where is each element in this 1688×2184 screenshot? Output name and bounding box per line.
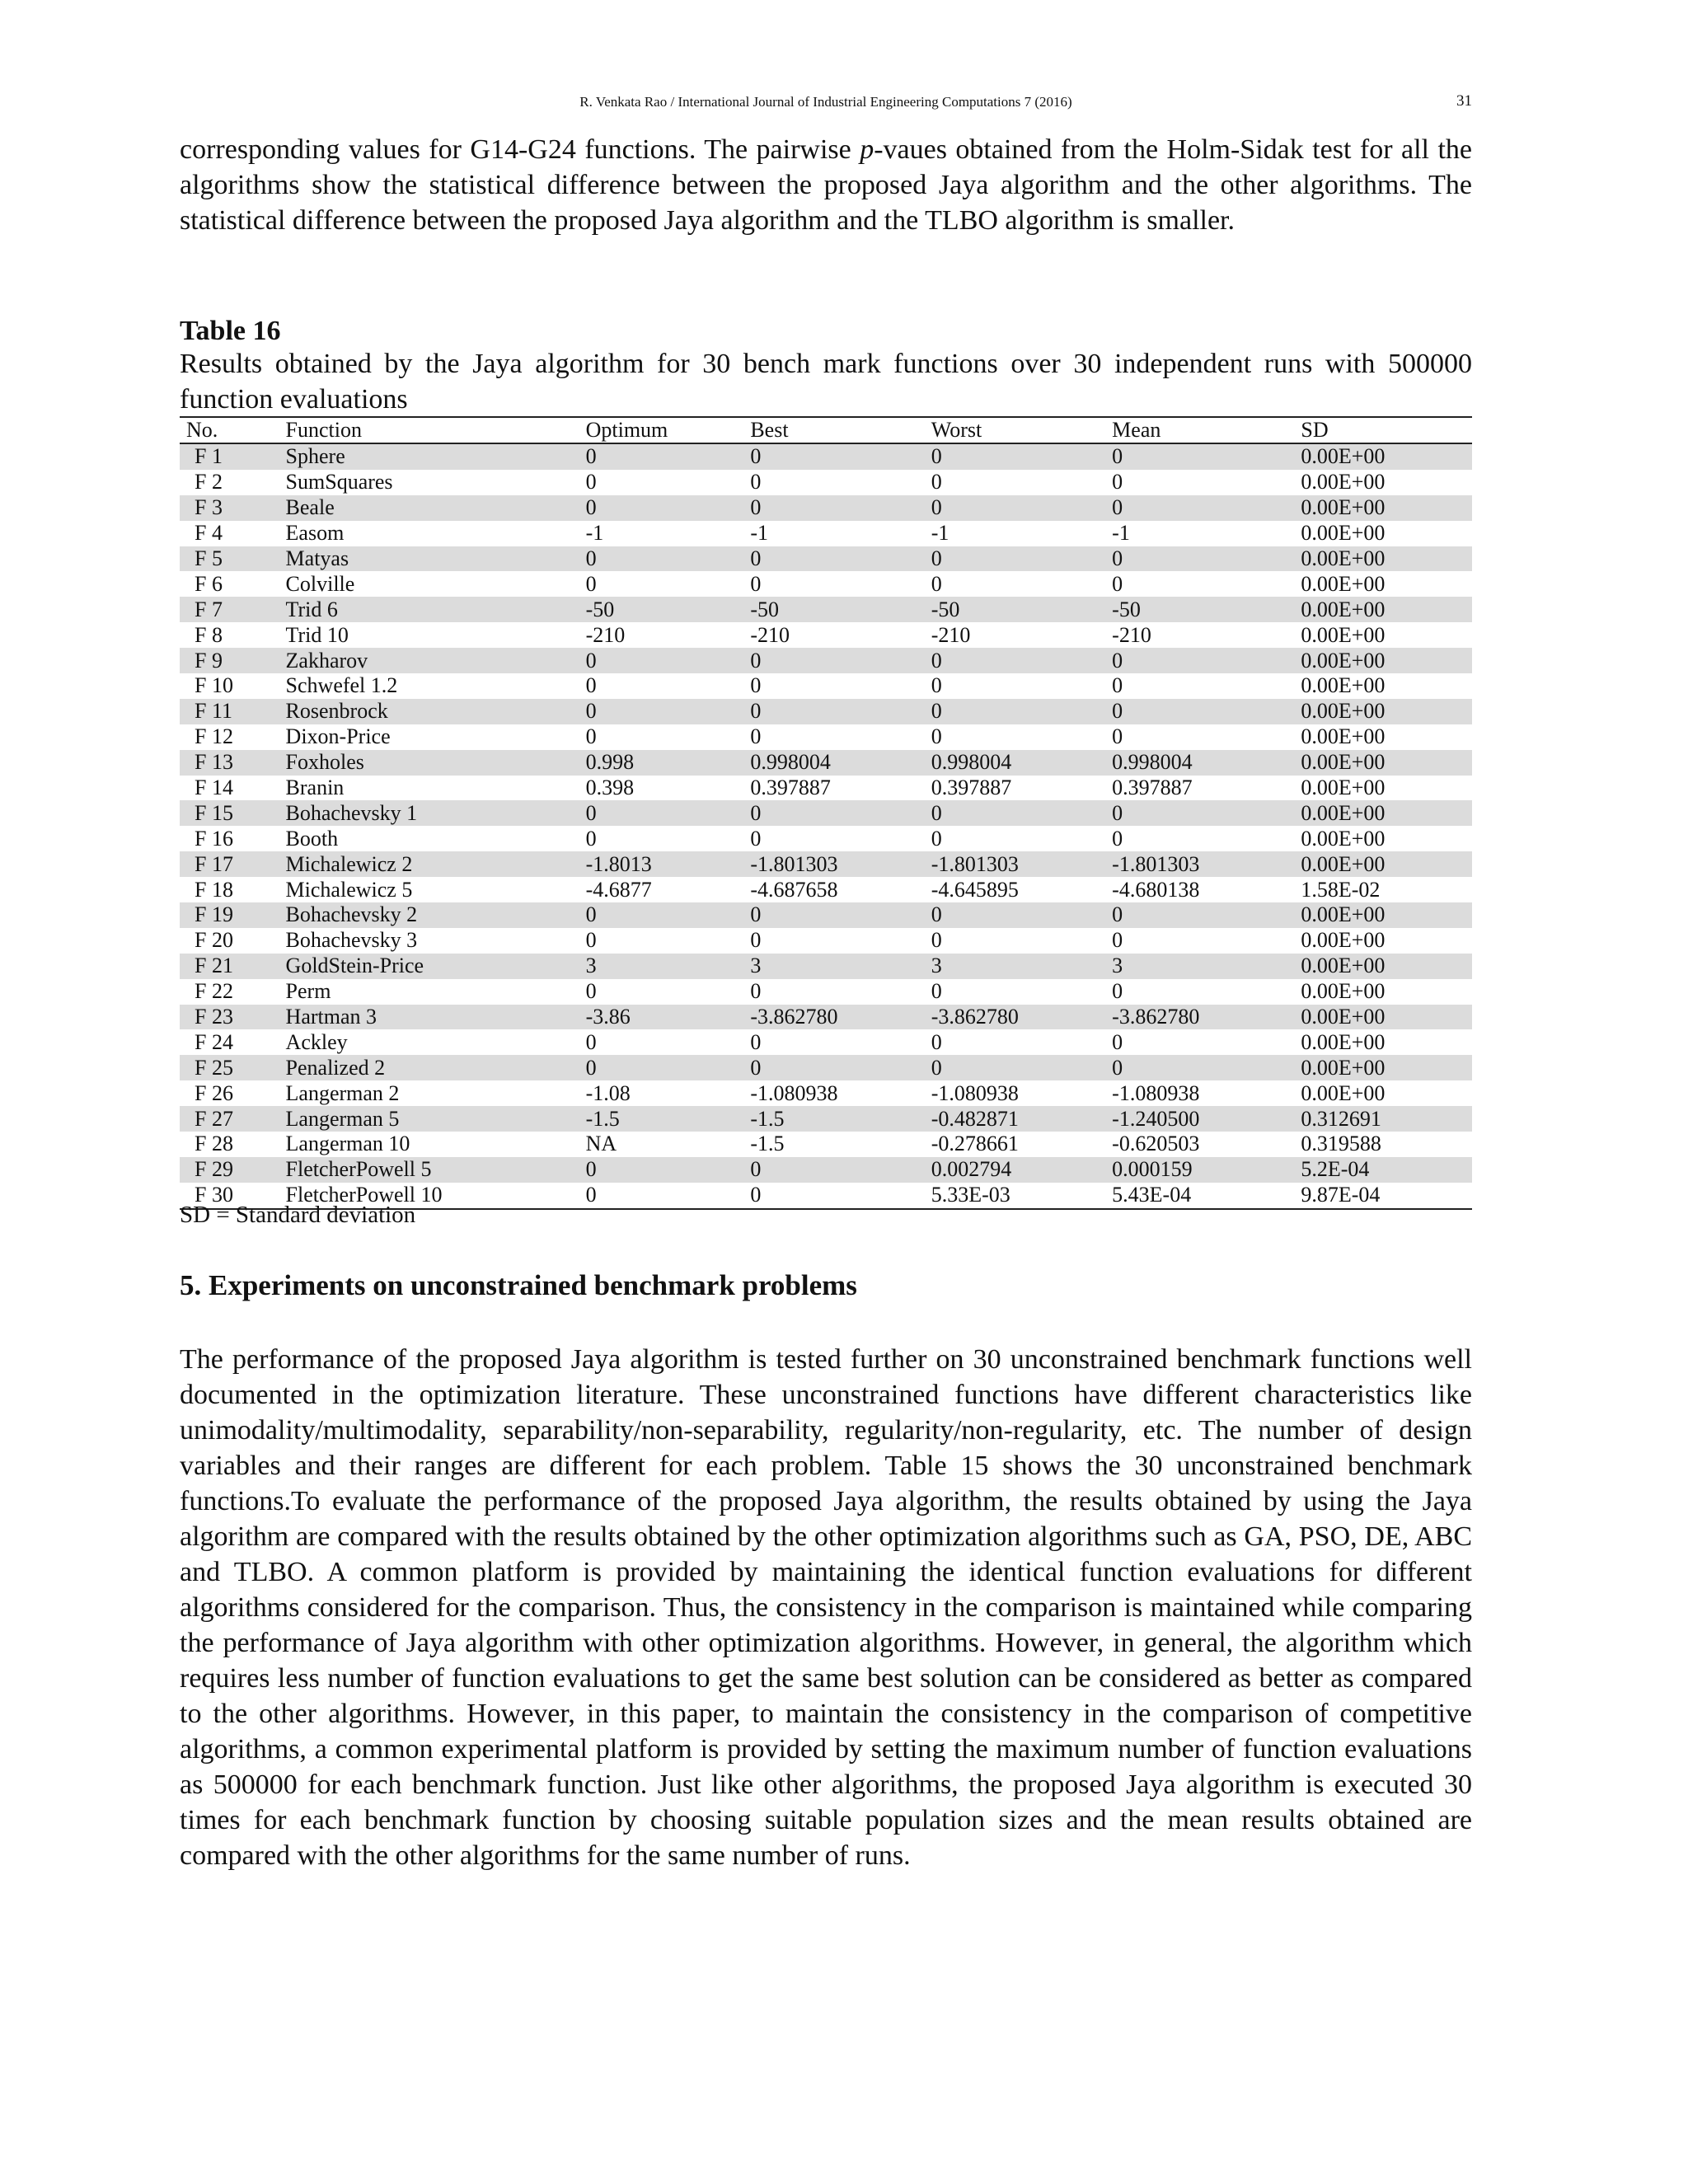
- cell-optimum: 0: [585, 979, 597, 1004]
- cell-best: 0.397887: [750, 776, 831, 800]
- table-row: [180, 443, 1472, 470]
- cell-mean: 3: [1112, 954, 1301, 979]
- table-row: [180, 928, 1472, 954]
- table-row: [180, 1005, 1472, 1030]
- cell-best: -1.5: [750, 1106, 931, 1132]
- cell-no: F 13: [180, 750, 286, 776]
- cell-best: 0: [750, 699, 931, 724]
- cell-no: F 22: [195, 979, 233, 1004]
- cell-function: Langerman 5: [286, 1106, 586, 1132]
- cell-sd: 9.87E-04: [1301, 1183, 1472, 1209]
- cell-mean: 0: [1112, 902, 1301, 928]
- cell-optimum: -50: [586, 597, 751, 622]
- cell-best: 0: [750, 571, 762, 596]
- cell-best: 0: [750, 546, 931, 572]
- cell-no: F 30: [180, 1183, 286, 1209]
- cell-sd: 0.312691: [1301, 1106, 1472, 1132]
- cell-function: Branin: [285, 776, 345, 800]
- cell-sd: 0.00E+00: [1301, 622, 1386, 647]
- cell-function: FletcherPowell 10: [286, 1183, 586, 1209]
- cell-function: Ackley: [285, 1029, 348, 1054]
- cell-no: F 6: [195, 571, 223, 596]
- cell-function: GoldStein-Price: [286, 954, 586, 979]
- cell-no: F 16: [195, 826, 233, 851]
- cell-mean: 0: [1112, 699, 1301, 724]
- cell-optimum: 0: [586, 1183, 751, 1209]
- cell-sd: 0.00E+00: [1301, 495, 1472, 521]
- cell-mean: 0: [1112, 470, 1123, 494]
- table-row: [180, 1132, 1472, 1157]
- cell-no: F 8: [195, 622, 223, 647]
- cell-best: 0: [750, 902, 931, 928]
- cell-mean: -1.801303: [1112, 851, 1301, 877]
- cell-optimum: -1: [585, 521, 604, 546]
- cell-worst: 0: [931, 648, 1112, 673]
- cell-sd: 0.00E+00: [1301, 546, 1472, 572]
- cell-worst: 0: [931, 443, 1112, 470]
- cell-no: F 1: [180, 443, 286, 470]
- cell-function: Perm: [285, 979, 331, 1004]
- cell-no: F 17: [180, 851, 286, 877]
- cell-worst: 0: [931, 724, 942, 749]
- cell-optimum: 0: [585, 673, 597, 698]
- cell-optimum: 0: [585, 1029, 597, 1054]
- table-row: [180, 648, 1472, 673]
- cell-function: Bohachevsky 2: [286, 902, 586, 928]
- table-row: [180, 673, 1472, 699]
- cell-mean: -0.620503: [1112, 1132, 1200, 1156]
- cell-sd: 0.00E+00: [1301, 470, 1386, 494]
- cell-function: SumSquares: [285, 470, 393, 494]
- cell-function: Trid 10: [285, 622, 349, 647]
- cell-optimum: NA: [585, 1132, 617, 1156]
- table-row: [180, 699, 1472, 724]
- cell-mean: 0: [1112, 1055, 1301, 1080]
- cell-optimum: 0: [586, 1055, 751, 1080]
- cell-function: Penalized 2: [286, 1055, 586, 1080]
- cell-best: 0: [750, 495, 931, 521]
- cell-worst: 0: [931, 673, 942, 698]
- cell-optimum: -3.86: [586, 1005, 751, 1030]
- cell-worst: -1.080938: [931, 1080, 1019, 1105]
- cell-sd: 0.319588: [1301, 1132, 1381, 1156]
- cell-no: F 21: [180, 954, 286, 979]
- cell-mean: -1: [1112, 521, 1130, 546]
- table-row: [180, 1080, 1472, 1106]
- cell-optimum: 0: [585, 826, 597, 851]
- cell-no: F 19: [180, 902, 286, 928]
- cell-no: F 2: [195, 470, 223, 494]
- cell-worst: 0: [931, 902, 1112, 928]
- cell-worst: 0: [931, 928, 942, 953]
- cell-function: Booth: [285, 826, 339, 851]
- cell-best: 0: [750, 1183, 931, 1209]
- cell-no: F 3: [180, 495, 286, 521]
- cell-no: F 23: [180, 1005, 286, 1030]
- table-row: [180, 954, 1472, 979]
- cell-mean: -1.080938: [1112, 1080, 1200, 1105]
- cell-no: F 10: [195, 673, 233, 698]
- table-caption: Results obtained by the Jaya algorithm for 30 bench mark functions over 30 independent runs with 500000 function evaluations: [180, 349, 1472, 415]
- table-row: [180, 979, 1472, 1005]
- running-title: R. Venkata Rao / International Journal of Industrial Engineering Computations 7 (2016): [579, 94, 1072, 110]
- table-row: [180, 495, 1472, 521]
- cell-best: 0: [750, 800, 931, 826]
- cell-no: F 14: [195, 776, 233, 800]
- cell-mean: 0: [1112, 826, 1123, 851]
- cell-optimum: 0: [585, 928, 597, 953]
- cell-no: F 18: [195, 877, 233, 902]
- cell-function: Michalewicz 2: [286, 851, 586, 877]
- cell-sd: 0.00E+00: [1301, 521, 1386, 546]
- cell-best: 0: [750, 1029, 762, 1054]
- cell-no: F 20: [195, 928, 233, 953]
- cell-function: Langerman 10: [285, 1132, 410, 1156]
- cell-sd: 0.00E+00: [1301, 800, 1472, 826]
- col-header-worst: Worst: [931, 417, 1112, 443]
- cell-no: F 25: [180, 1055, 286, 1080]
- cell-sd: 0.00E+00: [1301, 571, 1386, 596]
- cell-function: Dixon-Price: [285, 724, 391, 749]
- cell-best: 0: [750, 928, 762, 953]
- cell-sd: 0.00E+00: [1301, 648, 1472, 673]
- cell-optimum: -4.6877: [585, 877, 652, 902]
- table-row: [180, 750, 1472, 776]
- cell-mean: 0: [1112, 800, 1301, 826]
- col-header-sd: SD: [1301, 417, 1472, 443]
- cell-mean: 5.43E-04: [1112, 1183, 1301, 1209]
- cell-worst: 0.998004: [931, 750, 1112, 776]
- table-row: [180, 902, 1472, 928]
- cell-optimum: 0: [586, 1157, 751, 1183]
- cell-no: F 15: [180, 800, 286, 826]
- cell-optimum: 0: [586, 800, 751, 826]
- intro-text-1: corresponding values for G14-G24 functions. The pairwise: [180, 134, 860, 165]
- cell-best: 0: [750, 979, 762, 1004]
- col-header-mean: Mean: [1112, 417, 1301, 443]
- cell-mean: 0.998004: [1112, 750, 1301, 776]
- cell-sd: 0.00E+00: [1301, 851, 1472, 877]
- cell-mean: -1.240500: [1112, 1106, 1301, 1132]
- table-row: [180, 597, 1472, 622]
- cell-worst: 0: [931, 826, 942, 851]
- table-row: [180, 877, 1472, 902]
- cell-worst: -50: [931, 597, 1112, 622]
- section-heading: 5. Experiments on unconstrained benchmark problems: [180, 1269, 857, 1301]
- cell-best: -3.862780: [750, 1005, 931, 1030]
- cell-worst: 0: [931, 470, 942, 494]
- col-header-function: Function: [286, 417, 586, 443]
- cell-worst: 0: [931, 1029, 942, 1054]
- cell-sd: 0.00E+00: [1301, 776, 1386, 800]
- cell-worst: 0: [931, 546, 1112, 572]
- cell-best: 0: [750, 673, 762, 698]
- cell-optimum: 0: [586, 699, 751, 724]
- cell-optimum: 0.398: [585, 776, 635, 800]
- cell-no: F 11: [180, 699, 286, 724]
- cell-mean: 0: [1112, 673, 1123, 698]
- cell-best: -50: [750, 597, 931, 622]
- col-header-no: No.: [180, 417, 286, 443]
- cell-worst: 0: [931, 979, 942, 1004]
- cell-sd: 0.00E+00: [1301, 826, 1386, 851]
- table-title: Table 16: [180, 316, 281, 346]
- running-header: [180, 92, 1472, 117]
- cell-sd: 0.00E+00: [1301, 1029, 1386, 1054]
- cell-optimum: 0: [585, 724, 597, 749]
- cell-no: F 26: [195, 1080, 233, 1105]
- cell-best: -1.080938: [750, 1080, 838, 1105]
- cell-best: 0: [750, 724, 762, 749]
- cell-function: Sphere: [286, 443, 586, 470]
- cell-sd: 0.00E+00: [1301, 750, 1472, 776]
- cell-best: -210: [750, 622, 790, 647]
- cell-sd: 0.00E+00: [1301, 673, 1386, 698]
- cell-sd: 0.00E+00: [1301, 597, 1472, 622]
- cell-function: Foxholes: [286, 750, 586, 776]
- p-italic: p: [860, 134, 874, 165]
- cell-worst: -1: [931, 521, 950, 546]
- table-row: [180, 571, 1472, 597]
- cell-mean: -4.680138: [1112, 877, 1200, 902]
- cell-best: 0: [750, 1157, 931, 1183]
- cell-no: F 9: [180, 648, 286, 673]
- cell-worst: 3: [931, 954, 1112, 979]
- table-row: [180, 1029, 1472, 1055]
- cell-mean: 0: [1112, 724, 1123, 749]
- cell-optimum: 0: [586, 443, 751, 470]
- table-row: [180, 1157, 1472, 1183]
- cell-optimum: -1.08: [585, 1080, 631, 1105]
- cell-optimum: -1.5: [586, 1106, 751, 1132]
- cell-optimum: 3: [586, 954, 751, 979]
- cell-function: Colville: [285, 571, 355, 596]
- cell-no: F 7: [180, 597, 286, 622]
- cell-worst: -1.801303: [931, 851, 1112, 877]
- cell-function: Rosenbrock: [286, 699, 586, 724]
- cell-mean: 0: [1112, 443, 1301, 470]
- cell-worst: -3.862780: [931, 1005, 1112, 1030]
- table-row: [180, 724, 1472, 750]
- table-row: [180, 622, 1472, 648]
- table-row: [180, 851, 1472, 877]
- cell-sd: 0.00E+00: [1301, 443, 1472, 470]
- cell-mean: 0.000159: [1112, 1157, 1301, 1183]
- cell-worst: 0.397887: [931, 776, 1012, 800]
- table-row: [180, 546, 1472, 572]
- cell-mean: 0: [1112, 979, 1123, 1004]
- cell-worst: 0: [931, 800, 1112, 826]
- cell-function: Easom: [285, 521, 345, 546]
- cell-mean: 0: [1112, 1029, 1123, 1054]
- cell-sd: 0.00E+00: [1301, 928, 1386, 953]
- cell-optimum: 0: [585, 571, 597, 596]
- cell-function: FletcherPowell 5: [286, 1157, 586, 1183]
- cell-function: Bohachevsky 3: [285, 928, 418, 953]
- cell-worst: -0.278661: [931, 1132, 1019, 1156]
- cell-no: F 5: [180, 546, 286, 572]
- cell-sd: 5.2E-04: [1301, 1157, 1472, 1183]
- cell-mean: 0: [1112, 546, 1301, 572]
- table-row: [180, 521, 1472, 546]
- cell-mean: 0: [1112, 495, 1301, 521]
- intro-paragraph: [180, 132, 1472, 238]
- cell-mean: 0: [1112, 928, 1123, 953]
- table-header-row: [180, 417, 1472, 443]
- cell-mean: 0.397887: [1112, 776, 1193, 800]
- cell-worst: 5.33E-03: [931, 1183, 1112, 1209]
- cell-function: Langerman 2: [285, 1080, 400, 1105]
- intro-text-2: -vaues obtained from the Holm-Sidak test for all the algorithms show the statistical difference between the proposed Jaya algorithm and the other algorithms. The statistical difference between the proposed Jaya algorithm and the TLBO algorithm is smaller.: [180, 134, 1472, 236]
- cell-sd: 1.58E-02: [1301, 877, 1381, 902]
- cell-worst: 0: [931, 495, 1112, 521]
- table-row: [180, 1106, 1472, 1132]
- cell-optimum: -1.8013: [586, 851, 751, 877]
- section-paragraph: The performance of the proposed Jaya algorithm is tested further on 30 unconstrained benchmark functions well documented in the optimization literature. These unconstrained functions have different characteristics like unimodality/multimodality, separability/non-separability, regularity/non-regularity, etc. The number of design variables and their ranges are different for each problem. Table 15 shows the 30 unconstrained benchmark functions.To evaluate the performance of the proposed Jaya algorithm, the results obtained by using the Jaya algorithm are compared with the results obtained by the other optimization algorithms such as GA, PSO, DE, ABC and TLBO. A common platform is provided by maintaining the identical function evaluations for different algorithms considered for the comparison. Thus, the consistency in the comparison is maintained while comparing the performance of Jaya algorithm with other optimization algorithms. However, in general, the algorithm which requires less number of function evaluations to get the same best solution can be considered as better as compared to the other algorithms. However, in this paper, to maintain the consistency in the comparison of competitive algorithms, a common experimental platform is provided by setting the maximum number of function evaluations as 500000 for each benchmark function. Just like other algorithms, the proposed Jaya algorithm is executed 30 times for each benchmark function by choosing suitable population sizes and the mean results obtained are compared with the other algorithms for the same number of runs.: [180, 1344, 1472, 1871]
- cell-function: Zakharov: [286, 648, 586, 673]
- cell-optimum: 0: [586, 902, 751, 928]
- cell-function: Trid 6: [286, 597, 586, 622]
- table-row: [180, 1055, 1472, 1080]
- cell-worst: 0.002794: [931, 1157, 1112, 1183]
- cell-sd: 0.00E+00: [1301, 699, 1472, 724]
- cell-mean: 0: [1112, 648, 1301, 673]
- cell-best: 0: [750, 826, 762, 851]
- col-header-optimum: Optimum: [586, 417, 751, 443]
- cell-no: F 28: [195, 1132, 233, 1156]
- cell-sd: 0.00E+00: [1301, 954, 1472, 979]
- results-table: [180, 416, 1472, 1210]
- cell-best: -1: [750, 521, 768, 546]
- cell-optimum: -210: [585, 622, 626, 647]
- cell-function: Bohachevsky 1: [286, 800, 586, 826]
- cell-best: -4.687658: [750, 877, 838, 902]
- cell-no: F 27: [180, 1106, 286, 1132]
- cell-function: Matyas: [286, 546, 586, 572]
- cell-mean: -210: [1112, 622, 1151, 647]
- cell-optimum: 0.998: [586, 750, 751, 776]
- cell-sd: 0.00E+00: [1301, 979, 1386, 1004]
- cell-best: 0: [750, 1055, 931, 1080]
- cell-best: 0.998004: [750, 750, 931, 776]
- cell-mean: 0: [1112, 571, 1123, 596]
- table-row: [180, 800, 1472, 826]
- cell-best: 0: [750, 443, 931, 470]
- table-row: [180, 776, 1472, 801]
- cell-sd: 0.00E+00: [1301, 1080, 1386, 1105]
- cell-function: Hartman 3: [286, 1005, 586, 1030]
- cell-function: Schwefel 1.2: [285, 673, 398, 698]
- cell-optimum: 0: [586, 495, 751, 521]
- cell-no: F 24: [195, 1029, 233, 1054]
- cell-no: F 12: [195, 724, 233, 749]
- cell-optimum: 0: [586, 546, 751, 572]
- table-row: [180, 826, 1472, 851]
- cell-best: 3: [750, 954, 931, 979]
- cell-best: 0: [750, 648, 931, 673]
- cell-worst: -210: [931, 622, 971, 647]
- cell-best: -1.801303: [750, 851, 931, 877]
- page-number: 31: [1456, 92, 1472, 110]
- cell-mean: -3.862780: [1112, 1005, 1301, 1030]
- cell-optimum: 0: [586, 648, 751, 673]
- cell-worst: 0: [931, 1055, 1112, 1080]
- cell-worst: -4.645895: [931, 877, 1019, 902]
- cell-worst: 0: [931, 699, 1112, 724]
- cell-no: F 4: [195, 521, 223, 546]
- col-header-best: Best: [750, 417, 931, 443]
- cell-function: Beale: [286, 495, 586, 521]
- cell-worst: 0: [931, 571, 942, 596]
- cell-sd: 0.00E+00: [1301, 902, 1472, 928]
- cell-mean: -50: [1112, 597, 1301, 622]
- table-footnote: SD = Standard deviation: [180, 1202, 416, 1228]
- cell-sd: 0.00E+00: [1301, 1055, 1472, 1080]
- cell-function: Michalewicz 5: [285, 877, 413, 902]
- cell-sd: 0.00E+00: [1301, 1005, 1472, 1030]
- cell-worst: -0.482871: [931, 1106, 1112, 1132]
- cell-best: 0: [750, 470, 762, 494]
- table-row: [180, 470, 1472, 495]
- cell-optimum: 0: [585, 470, 597, 494]
- cell-sd: 0.00E+00: [1301, 724, 1386, 749]
- cell-no: F 29: [180, 1157, 286, 1183]
- cell-best: -1.5: [750, 1132, 785, 1156]
